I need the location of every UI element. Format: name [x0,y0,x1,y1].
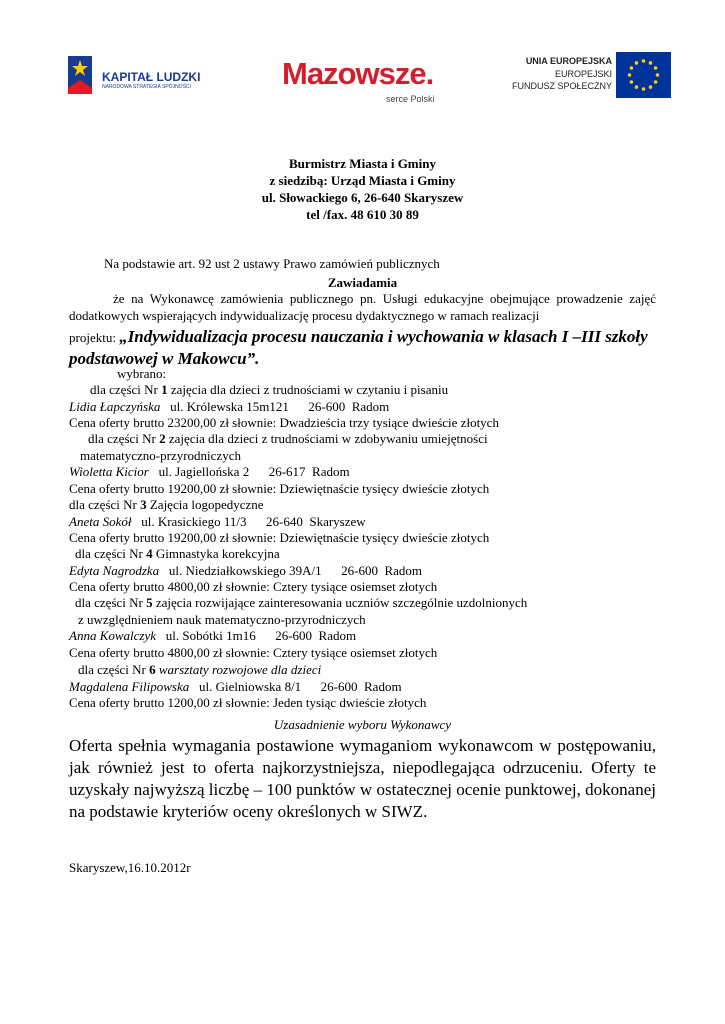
contractor-line [69,399,389,415]
contractor-name: Magdalena Filipowska [69,678,190,694]
offer-price: Cena oferty brutto 4800,00 zł słownie: Cztery tysiące osiemset złotych [69,579,438,594]
contractor-address: ul. Królewska 15m121 26-600 Radom [160,398,390,414]
eu-star-icon [630,66,634,70]
contractor-address: ul. Gielniowska 8/1 26-600 Radom [189,678,402,694]
project-line [69,326,656,370]
eu-star-icon [654,66,658,70]
document-title: Zawiadamia [327,275,398,290]
part-heading [88,431,488,447]
contractor-line [69,514,366,530]
part-prefix: dla części Nr [69,497,141,512]
intro-text: że na Wykonawcę zamówienia publicznego pn. Usługi edukacyjne obejmujące prowadzenie zajęć dodatkowych wspierających indywidualizację procesu dydaktycznego w ramach realizacji [69,291,656,323]
part-prefix: dla części Nr [75,595,147,610]
part-prefix: dla części Nr [75,546,147,561]
part-description: Gimnastyka korekcyjna [152,546,280,561]
footer-place-date: Skaryszew,16.10.2012r [69,860,191,875]
justification-title: Uzasadnienie wyboru Wykonawcy [273,717,452,732]
eu-star-icon [642,59,646,63]
contractor-line [69,628,356,644]
chosen-label: wybrano: [117,366,167,381]
project-name: „Indywidualizacja procesu nauczania i wychowania w klasach I –III szkoły podstawowej w Makowcu”. [69,327,648,368]
contractor-line [69,679,402,695]
contractor-address: ul. Niedziałkowskiego 39A/1 26-600 Radom [159,562,423,578]
part-heading [75,546,280,562]
eu-star-icon [649,61,653,65]
offer-price: Cena oferty brutto 19200,00 zł słownie: Dziewiętnaście tysięcy dwieście złotych [69,530,490,545]
eu-star-icon [654,80,658,84]
part-heading [75,595,527,611]
contractor-address: ul. Sobótki 1m16 26-600 Radom [156,628,357,643]
part-prefix: dla części Nr [90,382,162,397]
header-line1: Burmistrz Miasta i Gminy [289,156,436,171]
eu-star-icon [642,87,646,91]
legal-basis: Na podstawie art. 92 ust 2 ustawy Prawo zamówień publicznych [104,256,440,271]
header-line3: ul. Słowackiego 6, 26-640 Skaryszew [261,190,464,205]
part-number: 5 [146,595,153,610]
mazowsze-subtitle: serce Polski [386,94,435,104]
kapital-ludzki-emblem [66,54,96,98]
project-label: projektu: [69,330,120,345]
kapital-ludzki-name: KAPITAŁ LUDZKI [102,70,201,84]
contractor-line [69,464,350,480]
eu-star-icon [628,73,632,77]
eu-star-icon [649,85,653,89]
contractor-line [69,563,422,579]
part-description-cont: z uwzględnieniem nauk matematyczno-przyrodniczych [78,611,366,627]
part-description: zajęcia rozwijające zainteresowania uczniów szczególnie uzdolnionych [152,595,528,610]
part-description: Zajęcia logopedyczne [146,497,264,512]
contractor-name: Edyta Nagrodzka [69,562,160,578]
part-heading [78,662,321,678]
part-heading [69,497,264,513]
contractor-name: Lidia Łapczyńska [69,398,161,414]
eu-star-icon [635,61,639,65]
offer-price: Cena oferty brutto 4800,00 zł słownie: Cztery tysiące osiemset złotych [69,644,438,660]
header-line2: z siedzibą: Urząd Miasta i Gminy [269,173,456,188]
eu-line3: FUNDUSZ SPOŁECZNY [511,81,612,91]
kapital-ludzki-subtitle: NARODOWA STRATEGIA SPÓJNOŚCI [102,84,191,90]
part-description: zajęcia dla dzieci z trudnościami w zdobywaniu umiejętności [165,431,488,446]
part-heading [90,382,448,398]
eu-line1: UNIA EUROPEJSKA [525,56,612,66]
contractor-address: ul. Jagiellońska 2 26-617 Radom [148,464,350,479]
part-number: 3 [140,497,147,512]
contractor-address: ul. Krasickiego 11/3 26-640 Skaryszew [131,513,366,529]
intro-paragraph [69,291,656,324]
contractor-name: Aneta Sokół [69,513,132,529]
justification-paragraph: Oferta spełnia wymagania postawione wymaganiom wykonawcom w postępowaniu, jak również jest to oferta najkorzystniejsza, niepodlegająca odrzuceniu. Oferty te uzyskały najwyższą liczbę – 100 punktów w ostatecznej ocenie punktowej, dokonanej na podstawie kryteriów oceny określonych w SIWZ. [69,736,656,821]
eu-flag-icon [616,52,671,98]
offer-price: Cena oferty brutto 19200,00 zł słownie: Dziewiętnaście tysięcy dwieście złotych [69,480,490,496]
part-number: 2 [159,431,166,446]
part-prefix: dla części Nr [78,662,150,677]
contractor-name: Anna Kowalczyk [69,628,157,643]
eu-star-icon [635,85,639,89]
eu-logo [500,50,672,98]
part-description: zajęcia dla dzieci z trudnościami w czytaniu i pisaniu [167,382,449,397]
part-number: 6 [149,662,156,677]
kapital-ludzki-logo [66,54,216,98]
part-number: 1 [161,382,168,397]
offer-price: Cena oferty brutto 1200,00 zł słownie: Jeden tysiąc dwieście złotych [69,695,427,710]
part-description-cont: matematyczno-przyrodniczych [80,447,241,463]
part-prefix: dla części Nr [88,431,160,446]
mazowsze-logo [282,56,442,106]
mazowsze-name: Mazowsze. [282,56,434,91]
offer-price: Cena oferty brutto 23200,00 zł słownie: Dwadzieścia trzy tysiące dwieście złotych [69,415,499,430]
header-line4: tel /fax. 48 610 30 89 [306,207,419,222]
part-description: warsztaty rozwojowe dla dzieci [155,662,322,677]
part-number: 4 [146,546,153,561]
eu-star-icon [656,73,660,77]
contractor-name: Wioletta Kicior [69,464,149,479]
eu-line2: EUROPEJSKI [554,69,612,79]
eu-star-icon [630,80,634,84]
